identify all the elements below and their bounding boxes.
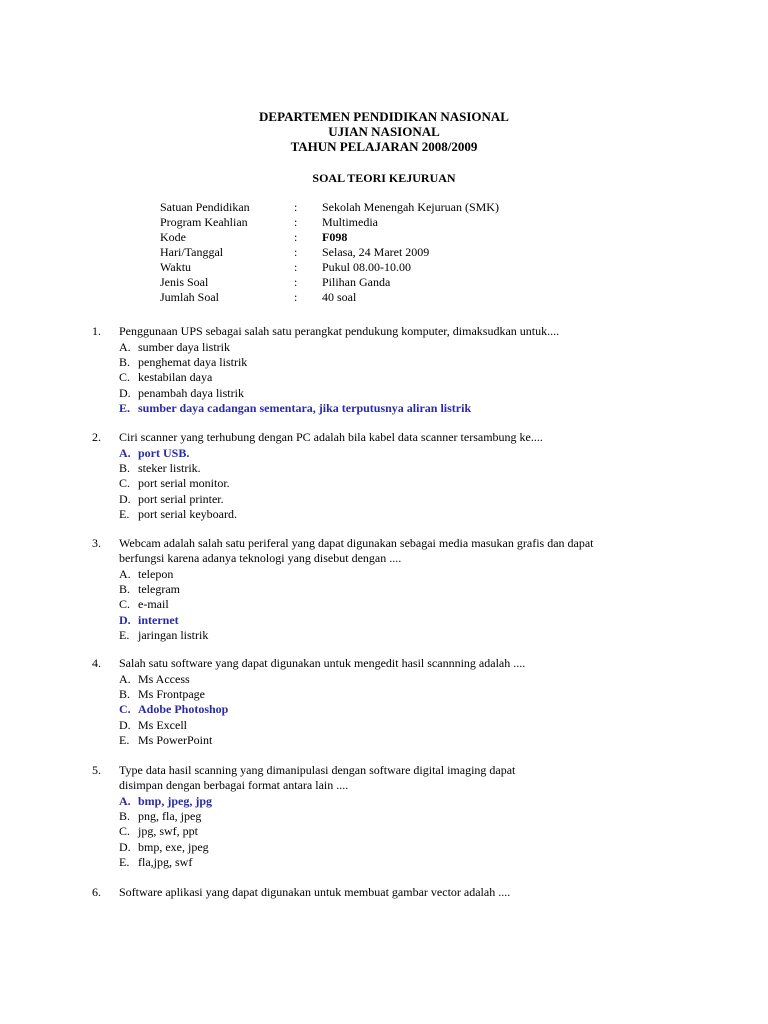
option-text: Ms Access [138,672,190,686]
question-number: 6. [92,885,101,899]
info-colon: : [294,215,298,229]
option-letter: A. [119,567,131,581]
question-text-line: Webcam adalah salah satu periferal yang dapat digunakan sebagai media masukan grafis dan dapat [119,536,594,550]
option-letter: B. [119,355,131,370]
question-number: 4. [92,656,101,670]
option-text: Ms PowerPoint [138,732,213,747]
info-label: Hari/Tanggal [160,245,224,259]
option-text: jpg, swf, ppt [138,824,198,839]
option-text: sumber daya listrik [138,340,230,354]
info-label: Kode [160,230,186,244]
option-text: penghemat daya listrik [138,355,248,370]
option-letter: D. [119,839,131,854]
question-text-line: Software aplikasi yang dapat digunakan untuk membuat gambar vector adalah .... [119,885,511,899]
option-letter: D. [119,491,131,506]
info-value: F098 [322,230,348,244]
option-text: port serial monitor. [138,476,230,491]
option-text: bmp, exe, jpeg [138,839,209,854]
question-text [119,763,515,793]
option-text: e-mail [138,597,169,612]
option-text: jaringan listrik [138,627,209,642]
info-colon: : [294,200,298,214]
info-colon: : [294,260,298,274]
question-text-line: berfungsi karena adanya teknologi yang disebut dengan .... [119,551,402,565]
info-colon: : [294,230,298,244]
option-text: telepon [138,567,174,581]
option-text: png, fla, jpeg [138,809,202,824]
option-text: sumber daya cadangan sementara, jika terputusnya aliran listrik [138,400,472,415]
question-text-line: Ciri scanner yang terhubung dengan PC adalah bila kabel data scanner tersambung ke.... [119,430,543,444]
question-text-line: Penggunaan UPS sebagai salah satu perangkat pendukung komputer, dimaksudkan untuk.... [119,324,560,338]
question-text [119,324,559,339]
option-letter: C. [119,370,131,385]
option-letter: B. [119,809,131,824]
option-letter: B. [119,582,131,597]
option-text: Ms Excell [138,717,187,732]
question-number: 1. [92,324,101,338]
info-value: Pilihan Ganda [322,275,391,289]
info-label: Jenis Soal [160,275,209,289]
option-text: port serial printer. [138,491,224,506]
option-letter: A. [119,672,131,686]
option-text: port serial keyboard. [138,506,237,521]
question-text [119,656,525,671]
info-colon: : [294,275,298,289]
info-value: Selasa, 24 Maret 2009 [322,245,430,259]
option-letter: A. [119,446,131,460]
info-label: Satuan Pendidikan [160,200,250,214]
option-letter: A. [119,794,131,808]
question-text [119,430,543,445]
question-text-line: Type data hasil scanning yang dimanipulasi dengan software digital imaging dapat [119,763,516,777]
header-year: TAHUN PELAJARAN 2008/2009 [290,139,478,154]
option-text: port USB. [138,446,190,460]
option-letter: D. [119,385,131,400]
option-text: bmp, jpeg, jpg [138,794,213,808]
question-number: 2. [92,430,101,444]
option-letter: E. [119,854,130,869]
option-text: Adobe Photoshop [138,702,229,717]
option-letter: A. [119,340,131,354]
info-label: Waktu [160,260,192,274]
option-letter: D. [119,612,131,627]
option-text: telegram [138,582,180,597]
info-value: Multimedia [322,215,378,229]
question-text-line: Salah satu software yang dapat digunakan untuk mengedit hasil scannning adalah .... [119,656,526,670]
document-subtitle: SOAL TEORI KEJURUAN [312,171,456,185]
option-letter: D. [119,717,131,732]
option-letter: E. [119,732,130,747]
header-exam: UJIAN NASIONAL [328,124,440,139]
option-letter: E. [119,627,130,642]
option-letter: E. [119,506,130,521]
option-text: Ms Frontpage [138,687,205,702]
info-value: Pukul 08.00-10.00 [322,260,412,274]
option-text: penambah daya listrik [138,385,244,400]
option-text: kestabilan daya [138,370,213,385]
option-letter: C. [119,702,131,717]
info-label: Jumlah Soal [160,290,219,304]
option-letter: E. [119,400,131,415]
question-text [119,536,594,566]
header-ministry: DEPARTEMEN PENDIDIKAN NASIONAL [259,109,509,124]
info-colon: : [294,290,298,304]
option-text: fla,jpg, swf [138,854,193,869]
option-letter: C. [119,476,131,491]
info-label: Program Keahlian [160,215,248,229]
question-number: 3. [92,536,101,550]
document-header [0,109,768,154]
option-text: steker listrik. [138,461,201,476]
question-text-line: disimpan dengan berbagai format antara lain .... [119,778,349,792]
info-colon: : [294,245,298,259]
info-value: 40 soal [322,290,357,304]
info-value: Sekolah Menengah Kejuruan (SMK) [322,200,499,214]
option-letter: B. [119,687,131,702]
option-letter: C. [119,824,131,839]
option-text: internet [138,612,179,627]
option-letter: B. [119,461,131,476]
option-letter: C. [119,597,131,612]
question-number: 5. [92,763,101,777]
question-text [119,885,510,900]
